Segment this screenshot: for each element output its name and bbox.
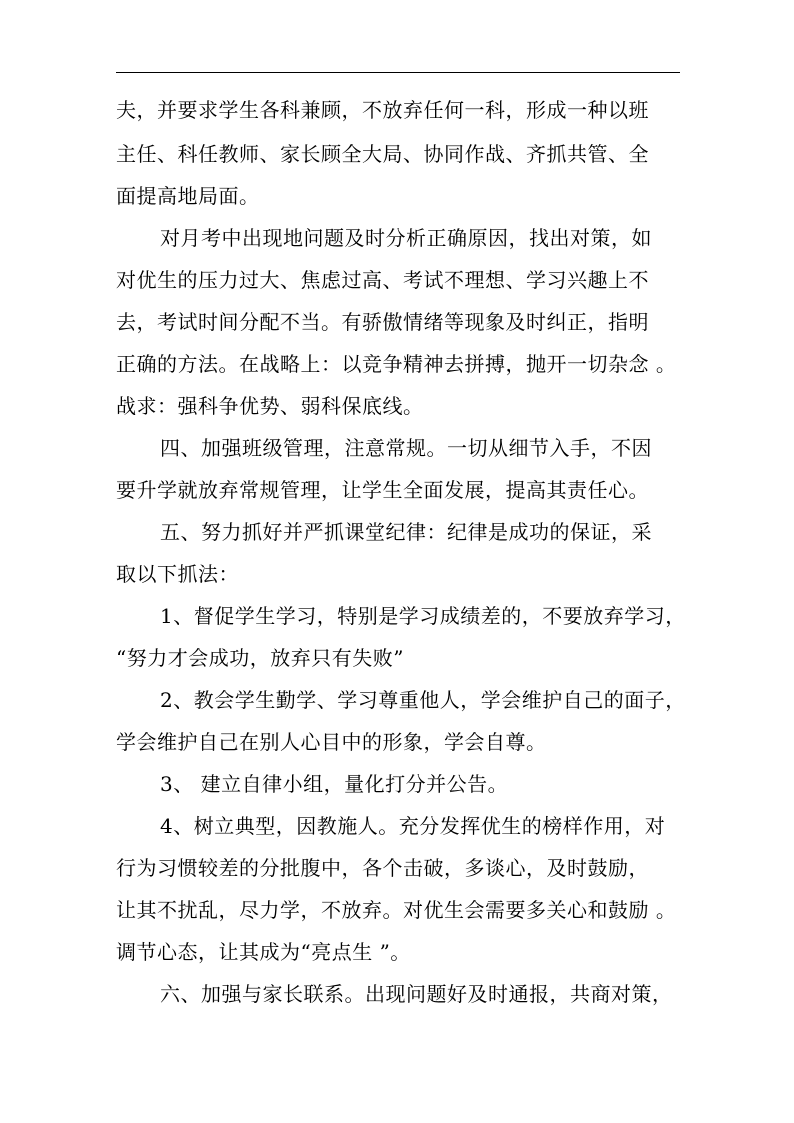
text-line: 行为习惯较差的分批腹中，各个击破，多谈心，及时鼓励，	[116, 856, 649, 880]
text-line: 去，考试时间分配不当。有骄傲情绪等现象及时纠正，指明	[116, 310, 649, 334]
list-item-4: 4、树立典型，因教施人。充分发挥优生的榜样作用，对	[160, 814, 666, 838]
text-line: 调节心态，让其成为“亮点生 ”。	[116, 940, 411, 964]
text-line: 取以下抓法：	[116, 562, 239, 586]
text-line: 主任、科任教师、家长顾全大局、协同作战、齐抓共管、全	[116, 142, 649, 166]
text-line: 夫，并要求学生各科兼顾，不放弃任何一科，形成一种以班	[116, 98, 649, 122]
text-line: 正确的方法。在战略上：以竞争精神去拼搏，抛开一切杂念 。	[116, 352, 677, 376]
list-item-3: 3、 建立自律小组，量化打分并公告。	[160, 772, 509, 796]
paragraph-first-line: 对月考中出现地问题及时分析正确原因，找出对策，如	[160, 226, 652, 250]
text-line: 对优生的压力过大、焦虑过高、考试不理想、学习兴趣上不	[116, 268, 649, 292]
text-line: 面提高地局面。	[116, 184, 260, 208]
section-heading-5: 五、努力抓好并严抓课堂纪律：纪律是成功的保证，采	[160, 520, 652, 544]
text-line: 要升学就放弃常规管理，让学生全面发展，提高其责任心。	[116, 478, 649, 502]
section-heading-6: 六、加强与家长联系。出现问题好及时通报，共商对策，	[160, 982, 673, 1006]
list-item-2: 2、教会学生勤学、学习尊重他人，学会维护自己的面子，	[160, 688, 686, 712]
list-item-1: 1、督促学生学习，特别是学习成绩差的，不要放弃学习，	[160, 604, 686, 628]
text-line: 让其不扰乱，尽力学，不放弃。对优生会需要多关心和鼓励 。	[116, 898, 677, 922]
text-line: “努力才会成功，放弃只有失败”	[116, 646, 404, 670]
text-line: 战求：强科争优势、弱科保底线。	[116, 394, 424, 418]
section-heading-4: 四、加强班级管理，注意常规。一切从细节入手，不因	[160, 436, 652, 460]
text-line: 学会维护自己在别人心目中的形象，学会自尊。	[116, 730, 547, 754]
header-rule	[116, 72, 680, 73]
